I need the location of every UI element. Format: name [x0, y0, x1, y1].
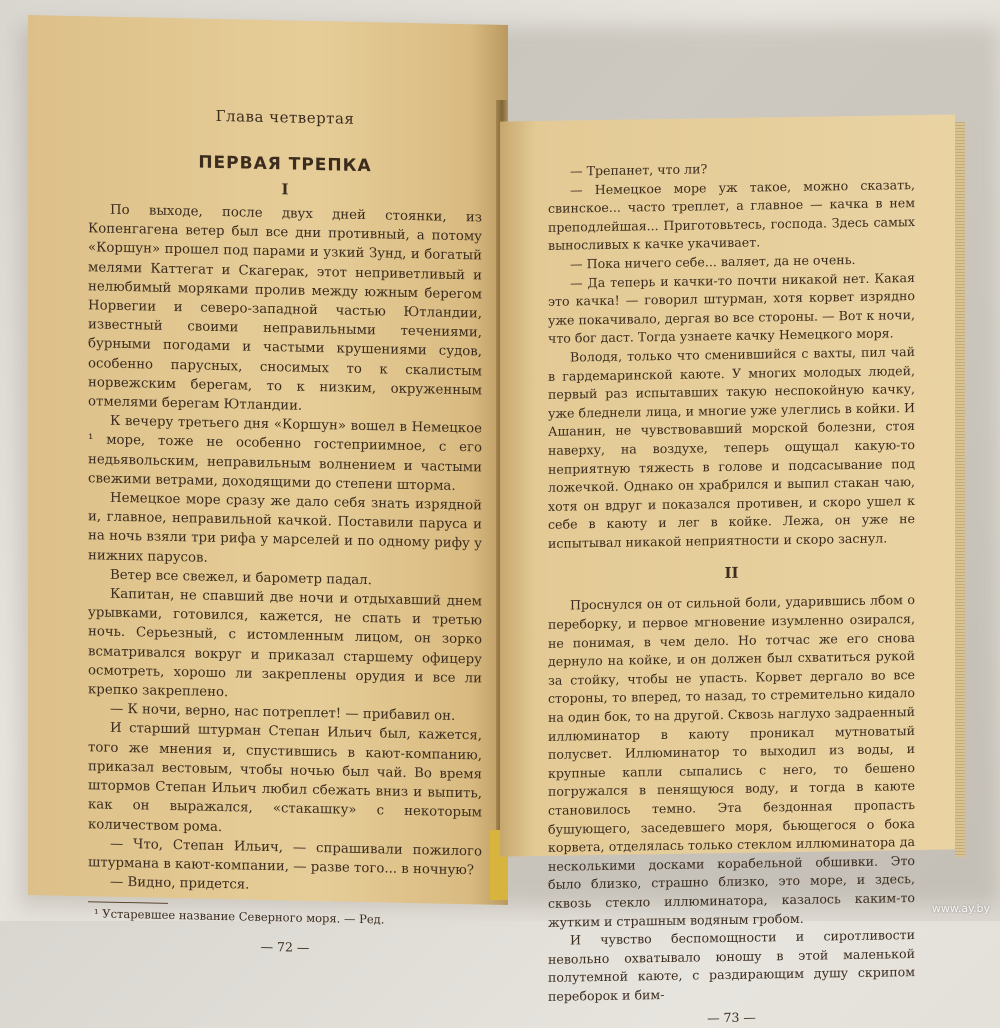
- left-page: [28, 15, 508, 956]
- paragraph: И старший штурман Степан Ильич был, кажется, того же мнения и, спустившись в кают-компанию, приказал вестовым, чтобы ночью был чай. Во время штормов Степан Ильич любил сбежать вниз и выпить, как он выражался, «стакашку» с некоторым количеством рома.: [88, 721, 482, 835]
- section-number-right: II: [724, 564, 739, 583]
- paragraph: Володя, только что сменившийся с вахты, пил чай в гардемаринской каюте. У многих молодых людей, первый раз испытавших такую неспокойную качку, уже бледнели лица, и многие уже улеглись в койки. И Ашанин, не чувствовавший морской болезни, стоя наверху, на воздухе, теперь ощущал какую-то неприятную тяжесть в голове и подсасывание под ложечкой. Однако он храбрился и выпил стакан чаю, хотя он вдруг и показался противен, и скоро ушел к себе в каюту и лег в койке. Лежа, он уже не испытывал никакой неприятности и скоро заснул.: [548, 343, 915, 551]
- paragraph: — Да теперь и качки-то почти никакой нет. Какая это качка! — говорил штурман, хотя корвет изрядно уже покачивало, дергая во все стороны. — Вот к ночи, что бог даст. Тогда узнаете качку Немецкого моря.: [548, 269, 915, 347]
- paragraph: — К ночи, верно, нас потреплет! — прибавил он.: [110, 701, 456, 725]
- page-block-edge: [955, 122, 965, 857]
- footnote: ¹ Устаревшее название Северного моря. — Ред.: [94, 906, 385, 927]
- right-page: [500, 114, 955, 1025]
- paragraph: К вечеру третьего дня «Коршун» вошел в Немецкое ¹ море, тоже не особенно гостеприимное, с его недьявольским, неправильным волнением и частыми свежими ветрами, доходящими до степени шторма.: [88, 413, 482, 494]
- page-number-left: — 72 —: [260, 939, 310, 956]
- paragraph: — Трепанет, что ли?: [570, 161, 708, 179]
- paragraph: Ветер все свежел, и барометр падал.: [110, 567, 372, 589]
- paragraph: Немецкое море сразу же дало себя знать изрядной и, главное, неправильной качкой. Поставили паруса и на ночь взяли три рифа у марселей и по одному рифу у нижних парусов.: [88, 490, 482, 566]
- paragraph: И чувство беспомощности и сиротливости невольно охватывало юношу в этой маленькой полутемной каюте, с раздирающим душу скрипом переборок и бим-: [548, 927, 915, 1004]
- paragraph: — Немецкое море уж такое, можно сказать, свинское... часто треплет, а главное — качка в нем преподлейшая... Приготовьтесь, господа. Здесь самых выносливых к качке укачивает.: [548, 176, 915, 254]
- chapter-label: Глава четвертая: [215, 106, 355, 128]
- paragraph: — Пока ничего себе... валяет, да не очень.: [570, 251, 856, 272]
- paragraph: Проснулся он от сильной боли, ударившись лбом о переборку, и первое мгновение изумленно озирался, не понимая, в чем дело. Но тотчас же его снова дернуло на койке, и он должен был схватиться рукой за стойку, чтобы не упасть. Корвет дергало во все стороны, то вперед, то назад, то стремительно кидало на один бок, то на другой. Сквозь наглухо задраенный иллюминатор в каюту проникал мутноватый полусвет. Иллюминатор то выходил из воды, и крупные капли сыпались с него, то бешено погружался в пенящуюся воду, и тогда в каюте становилось темно. Эта бездонная пропасть бушующего, заседевшего моря, бьющегося о бока корвета, отделялась только стеклом иллюминатора да несколькими досками корабельной обшивки. Это было близко, страшно близко, это море, и здесь, сквозь стекло иллюминатора, казалось каким-то жутким и страшным водяным гробом.: [548, 592, 915, 930]
- paragraph: По выходе, после двух дней стоянки, из Копенгагена ветер был все дни противный, а потому «Коршун» прошел под парами и узкий Зунд, и богатый мелями Каттегат и Скагерак, этот неприветливый и нелюбимый моряками пролив между южным берегом Норвегии и северо-западной частью Ютландии, известный своими неправильными течениями, бурными погодами и частыми крушениями судов, особенно парусных, сносимых то к скалистым норвежским берегам, то к низким, окруженным отмелями берегам Ютландии.: [88, 202, 482, 414]
- paragraph: — Что, Степан Ильич, — спрашивали пожилого штурмана в кают-компании, — разве того... в ночную?: [88, 836, 482, 879]
- chapter-title: ПЕРВАЯ ТРЕПКА: [198, 152, 372, 177]
- section-number-left: I: [281, 180, 289, 199]
- paragraph: — Видно, придется.: [110, 874, 250, 893]
- paragraph: Капитан, не спавший две ночи и отдыхавший днем урывками, готовился, кажется, не спать и третью ночь. Серьезный, с истомленным лицом, он зорко всматривался вокруг и приказал старшему офицеру осмотреть, хорошо ли закреплены орудия и все ли крепко закреплено.: [88, 586, 482, 701]
- page-number-right: — 73 —: [707, 1009, 756, 1025]
- watermark: www.ay.by: [931, 902, 990, 915]
